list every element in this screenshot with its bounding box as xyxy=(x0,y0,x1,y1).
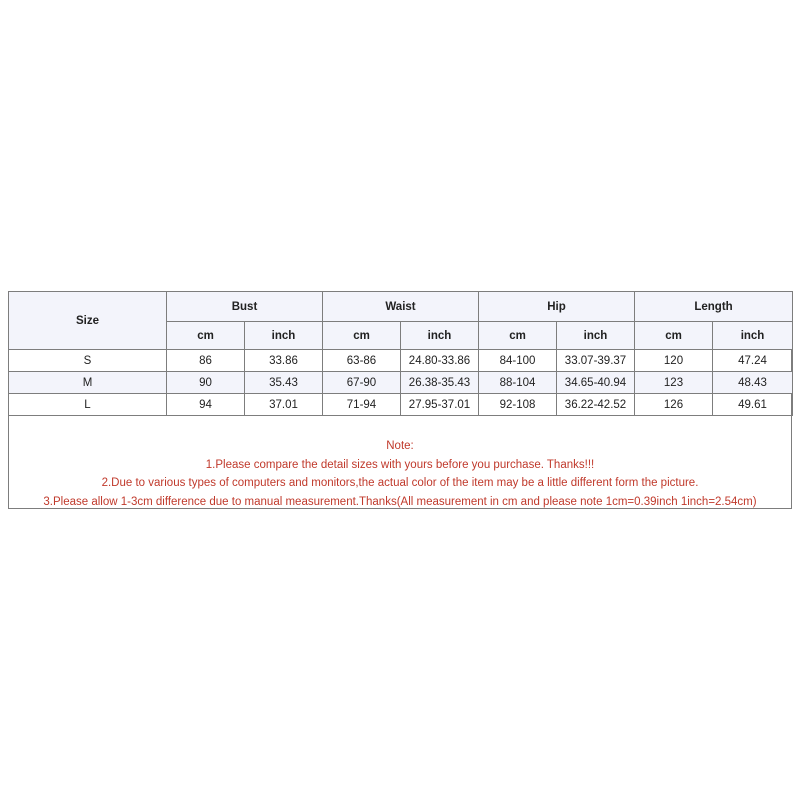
note-line: 1.Please compare the detail sizes with yours before you purchase. Thanks!!! xyxy=(205,458,595,471)
table-cell: 94 xyxy=(167,394,245,416)
table-cell: 48.43 xyxy=(713,372,793,394)
table-cell: 123 xyxy=(635,372,713,394)
unit-header: cm xyxy=(479,322,557,350)
hip-header: Hip xyxy=(479,292,635,322)
table-cell: 90 xyxy=(167,372,245,394)
table-row xyxy=(9,394,793,416)
table-cell: 36.22-42.52 xyxy=(557,394,635,416)
table-cell: 35.43 xyxy=(245,372,323,394)
table-cell: 126 xyxy=(635,394,713,416)
table-cell: 34.65-40.94 xyxy=(557,372,635,394)
table-cell: 33.07-39.37 xyxy=(557,350,635,372)
table-cell: 27.95-37.01 xyxy=(401,394,479,416)
table-row xyxy=(9,350,793,372)
table-cell: 49.61 xyxy=(713,394,793,416)
size-cell: M xyxy=(9,372,167,394)
unit-header: inch xyxy=(557,322,635,350)
table-cell: 86 xyxy=(167,350,245,372)
unit-header: inch xyxy=(401,322,479,350)
length-header: Length xyxy=(635,292,793,322)
table-cell: 92-108 xyxy=(479,394,557,416)
unit-header: cm xyxy=(323,322,401,350)
note-line: 3.Please allow 1-3cm difference due to manual measurement.Thanks(All measurement in cm and please note 1cm=0.39inch 1inch=2.54cm) xyxy=(43,495,757,508)
notes-section xyxy=(9,437,791,511)
size-cell: S xyxy=(9,350,167,372)
table-cell: 24.80-33.86 xyxy=(401,350,479,372)
bust-header: Bust xyxy=(167,292,323,322)
size-cell: L xyxy=(9,394,167,416)
table-cell: 63-86 xyxy=(323,350,401,372)
header-group-row xyxy=(9,292,793,322)
unit-header: cm xyxy=(167,322,245,350)
table-cell: 67-90 xyxy=(323,372,401,394)
table-cell: 26.38-35.43 xyxy=(401,372,479,394)
unit-header: inch xyxy=(713,322,793,350)
size-chart xyxy=(8,291,792,509)
table-cell: 120 xyxy=(635,350,713,372)
table-cell: 33.86 xyxy=(245,350,323,372)
size-table xyxy=(8,291,793,416)
table-cell: 71-94 xyxy=(323,394,401,416)
note-title: Note: xyxy=(386,440,414,452)
unit-header: inch xyxy=(245,322,323,350)
size-header: Size xyxy=(9,292,167,350)
waist-header: Waist xyxy=(323,292,479,322)
table-cell: 37.01 xyxy=(245,394,323,416)
note-line: 2.Due to various types of computers and monitors,the actual color of the item may be a little different form the picture. xyxy=(101,477,699,489)
table-cell: 88-104 xyxy=(479,372,557,394)
unit-header: cm xyxy=(635,322,713,350)
table-cell: 47.24 xyxy=(713,350,793,372)
table-row xyxy=(9,372,793,394)
table-cell: 84-100 xyxy=(479,350,557,372)
